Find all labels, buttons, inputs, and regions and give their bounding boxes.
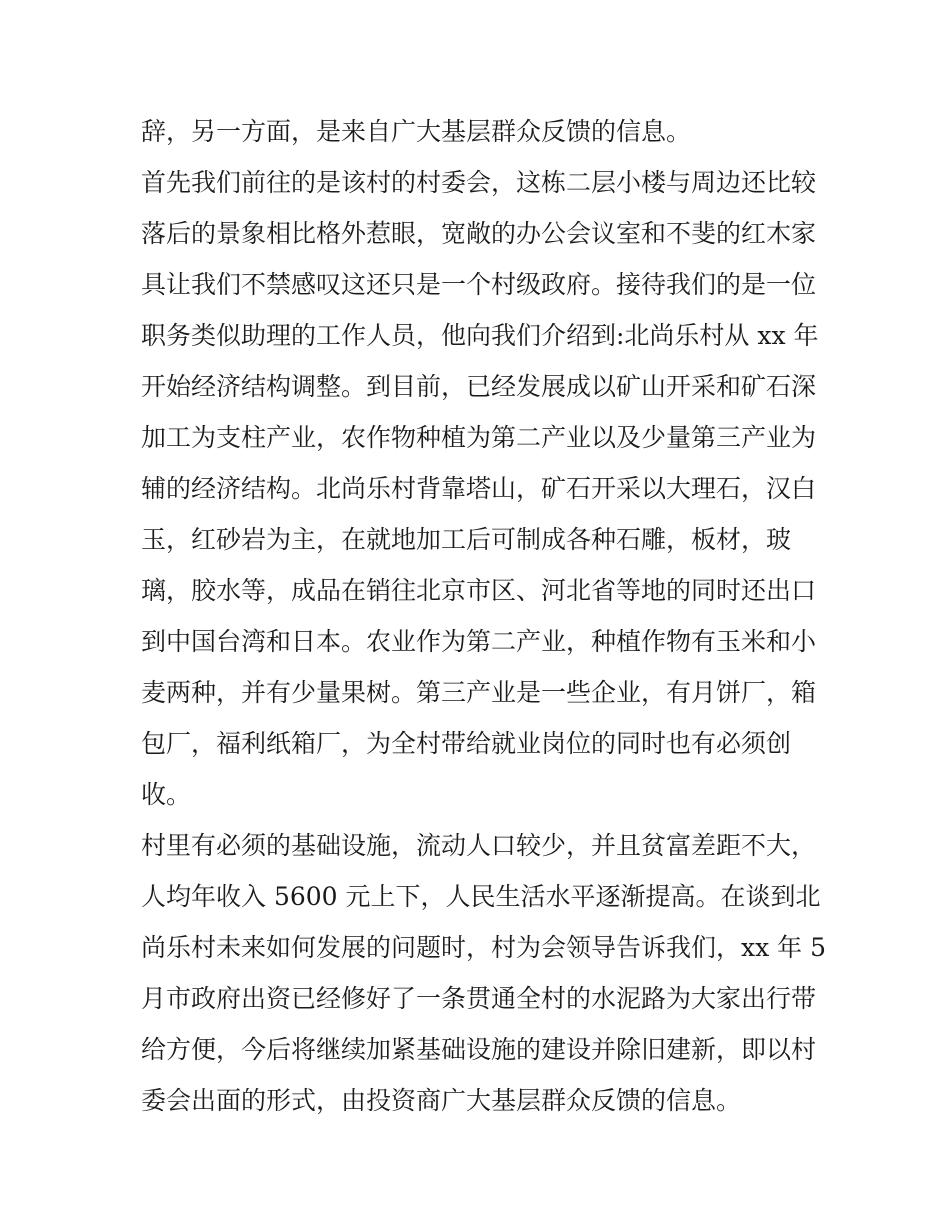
- text-line: 璃，胶水等，成品在销往北京市区、河北省等地的同时还出口: [141, 576, 817, 605]
- text-line: 首先我们前往的是该村的村委会，这栋二层小楼与周边还比较: [141, 168, 817, 197]
- text-line: 尚乐村未来如何发展的问题时，村为会领导告诉我们，xx 年 5: [141, 933, 826, 962]
- text-line: 麦两种，并有少量果树。第三产业是一些企业，有月饼厂，箱: [141, 678, 817, 707]
- text-line: 收。: [141, 780, 192, 809]
- text-line: 村里有必须的基础设施，流动人口较少，并且贫富差距不大，: [141, 831, 817, 860]
- text-line: 委会出面的形式，由投资商广大基层群众反馈的信息。: [141, 1086, 742, 1115]
- text-line: 包厂，福利纸箱厂，为全村带给就业岗位的同时也有必须创: [141, 729, 792, 758]
- text-line: 人均年收入 5600 元上下，人民生活水平逐渐提高。在谈到北: [141, 882, 821, 911]
- text-line: 职务类似助理的工作人员，他向我们介绍到:北尚乐村从 xx 年: [141, 321, 819, 350]
- text-line: 开始经济结构调整。到目前，已经发展成以矿山开采和矿石深: [141, 372, 817, 401]
- text-line: 具让我们不禁感叹这还只是一个村级政府。接待我们的是一位: [141, 270, 817, 299]
- text-line: 辞，另一方面，是来自广大基层群众反馈的信息。: [141, 117, 692, 146]
- text-line: 给方便，今后将继续加紧基础设施的建设并除旧建新，即以村: [141, 1035, 817, 1064]
- text-line: 月市政府出资已经修好了一条贯通全村的水泥路为大家出行带: [141, 984, 817, 1013]
- document-body: [141, 106, 826, 1126]
- text-line: 到中国台湾和日本。农业作为第二产业，种植作物有玉米和小: [141, 627, 817, 656]
- text-line: 落后的景象相比格外惹眼，宽敞的办公会议室和不斐的红木家: [141, 219, 817, 248]
- text-line: 玉，红砂岩为主，在就地加工后可制成各种石雕，板材，玻: [141, 525, 792, 554]
- text-line: 辅的经济结构。北尚乐村背靠塔山，矿石开采以大理石，汉白: [141, 474, 817, 503]
- text-line: 加工为支柱产业，农作物种植为第二产业以及少量第三产业为: [141, 423, 817, 452]
